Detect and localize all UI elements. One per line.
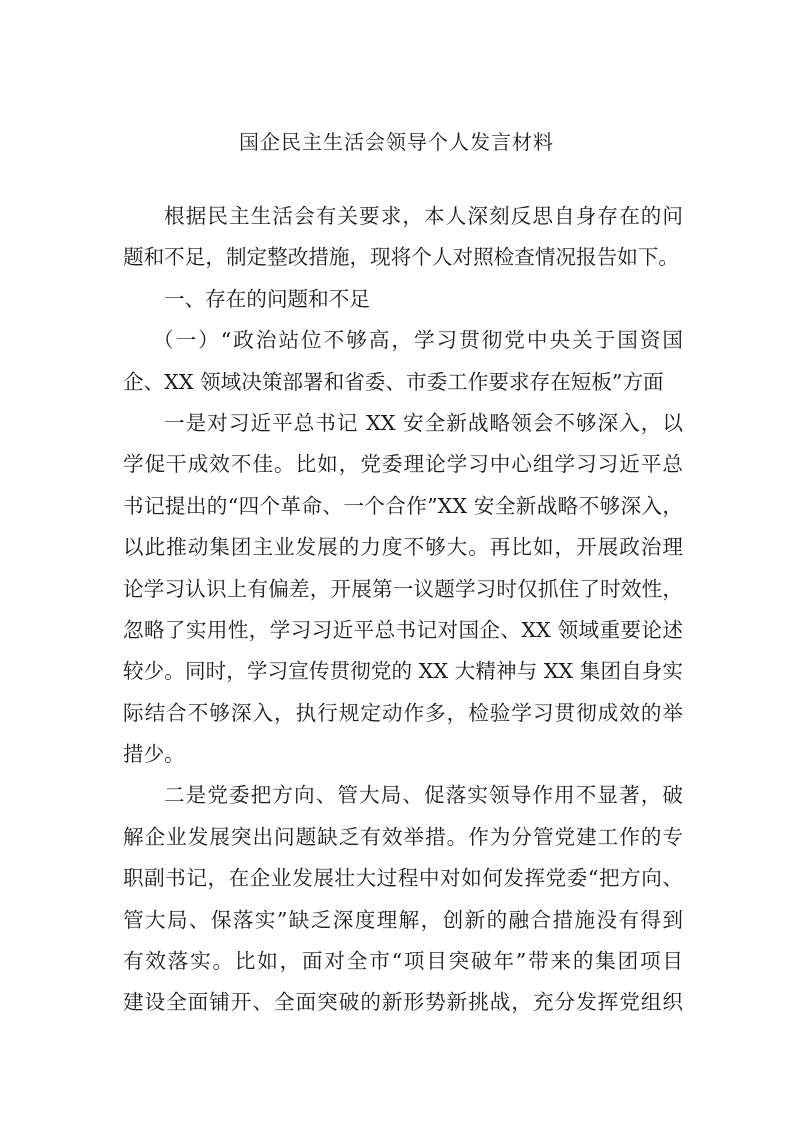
- paragraph-line: 际结合不够深入，执行规定动作多，检验学习贯彻成效的举: [123, 700, 683, 725]
- paragraph-line: 根据民主生活会有关要求，本人深刻反思自身存在的问: [164, 204, 683, 228]
- paragraph-line: 以此推动集团主业发展的力度不够大。再比如，开展政治理: [123, 535, 683, 560]
- paragraph-line: 建设全面铺开、全面突破的新形势新挑战，充分发挥党组织: [123, 990, 683, 1015]
- paragraph-line: 职副书记，在企业发展壮大过程中对如何发挥党委“把方向、: [123, 866, 683, 891]
- subsection-heading-line: 企、XX 领域决策部署和省委、市委工作要求存在短板”方面: [123, 369, 664, 394]
- document-body: [123, 196, 683, 1024]
- section-heading: 一、存在的问题和不足: [164, 286, 370, 311]
- paragraph-line: 论学习认识上有偏差，开展第一议题学习时仅抓住了时效性，: [123, 576, 683, 601]
- paragraph-line: 忽略了实用性，学习习近平总书记对国企、XX 领域重要论述: [123, 617, 683, 642]
- paragraph-line: 有效落实。比如，面对全市“项目突破年”带来的集团项目: [123, 949, 683, 974]
- paragraph-line: 措少。: [123, 742, 185, 767]
- paragraph-line: 学促干成效不佳。比如，党委理论学习中心组学习习近平总: [123, 452, 683, 477]
- subsection-heading-line: （一）“政治站位不够高，学习贯彻党中央关于国资国: [153, 328, 683, 353]
- paragraph-line: 解企业发展突出问题缺乏有效举措。作为分管党建工作的专: [123, 824, 683, 849]
- paragraph-line: 书记提出的“四个革命、一个合作”XX 安全新战略不够深入，: [123, 493, 683, 518]
- paragraph-line: 管大局、保落实”缺乏深度理解，创新的融合措施没有得到: [123, 907, 683, 932]
- paragraph-line: 一是对习近平总书记 XX 安全新战略领会不够深入，以: [164, 410, 683, 435]
- paragraph-line: 二是党委把方向、管大局、促落实领导作用不显著，破: [164, 783, 683, 808]
- paragraph-line: 题和不足，制定整改措施，现将个人对照检查情况报告如下。: [123, 245, 680, 270]
- paragraph-line: 较少。同时，学习宣传贯彻党的 XX 大精神与 XX 集团自身实: [123, 659, 683, 684]
- document-title: 国企民主生活会领导个人发言材料: [239, 130, 554, 154]
